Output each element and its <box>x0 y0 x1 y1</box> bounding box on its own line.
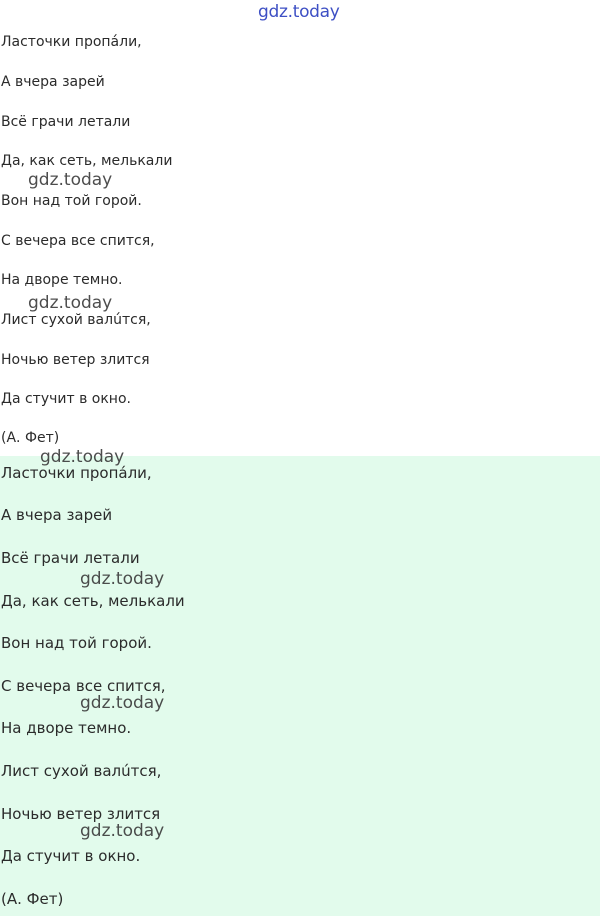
poem-top-line: Лист сухой валúтся, <box>1 312 151 328</box>
poem-bottom-line: Всё грачи летали <box>1 549 140 567</box>
poem-top-line: С вечера все спится, <box>1 233 155 249</box>
poem-top-line: Ночью ветер злится <box>1 352 150 368</box>
poem-top-line: Да, как сеть, мелькали <box>1 153 173 169</box>
poem-top-line: А вчера зарей <box>1 74 105 90</box>
poem-bottom-line: Да стучит в окно. <box>1 847 141 865</box>
poem-bottom-line: Ночью ветер злится <box>1 805 161 823</box>
poem-top-line: Да стучит в окно. <box>1 391 131 407</box>
watermark-text: gdz.today <box>80 569 165 589</box>
poem-bottom-author: (А. Фет) <box>1 890 64 908</box>
poem-top-line: Всё грачи летали <box>1 114 131 130</box>
poem-top-line: Вон над той горой. <box>1 193 142 209</box>
poem-bottom-line: С вечера все спится, <box>1 677 166 695</box>
poem-top-line: Ласточки пропáли, <box>1 34 142 50</box>
watermark-text: gdz.today <box>28 293 113 313</box>
poem-top-line: На дворе темно. <box>1 272 123 288</box>
poem-bottom-line: А вчера зарей <box>1 506 113 524</box>
poem-top-author: (А. Фет) <box>1 430 60 446</box>
poem-bottom-line: Ласточки пропáли, <box>1 464 152 482</box>
site-brand-link[interactable]: gdz.today <box>258 2 340 22</box>
poem-bottom-panel <box>0 456 600 916</box>
poem-bottom-line: Да, как сеть, мелькали <box>1 592 185 610</box>
watermark-text: gdz.today <box>28 170 113 190</box>
poem-bottom-line: На дворе темно. <box>1 719 132 737</box>
watermark-text: gdz.today <box>80 821 165 841</box>
poem-bottom-line: Лист сухой валúтся, <box>1 762 162 780</box>
watermark-text: gdz.today <box>80 693 165 713</box>
watermark-text: gdz.today <box>40 447 125 467</box>
poem-bottom-line: Вон над той горой. <box>1 634 152 652</box>
